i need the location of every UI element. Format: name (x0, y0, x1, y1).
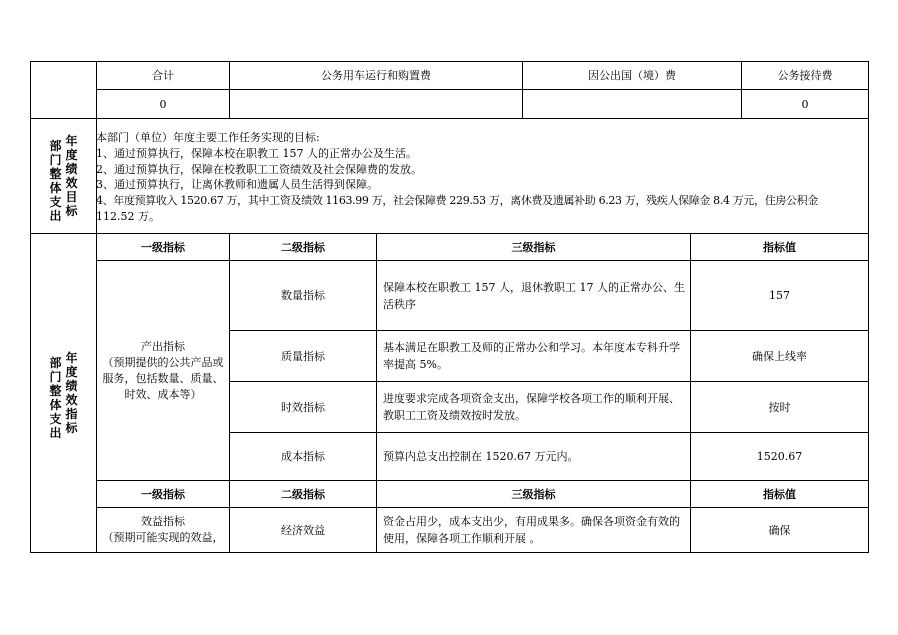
header2-level3: 三级指标 (511, 487, 556, 501)
economic-value: 确保 (768, 523, 791, 537)
goal-text (96, 130, 871, 225)
timeliness-value: 按时 (768, 400, 791, 414)
indicator-title-col2: 年度绩效指标 (65, 351, 78, 435)
goal-title-col1: 部门整体支出 (49, 139, 62, 223)
goal-section-title (31, 119, 96, 233)
budget-value-reception: 0 (801, 97, 809, 111)
rule (30, 552, 869, 553)
timeliness-level3: 进度要求完成各项资金支出，保障学校各项工作的顺利开展、教职工工资及绩效按时发放。 (383, 392, 680, 422)
header2-value: 指标值 (763, 487, 796, 501)
goal-line: 1、通过预算执行，保障本校在职教工 157 人的正常办公及生活。 (96, 146, 417, 160)
quantity-level3: 保障本校在职教工 157 人，退休教职工 17 人的正常办公、生活秩序 (383, 280, 685, 311)
goal-line: 2、通过预算执行，保障在校教职工工资绩效及社会保障费的发放。 (96, 162, 422, 176)
quantity-level2: 数量指标 (281, 289, 325, 302)
quantity-value: 157 (769, 289, 790, 302)
rule (30, 118, 869, 119)
goal-line: 本部门（单位）年度主要工作任务实现的目标: (96, 131, 320, 144)
header-level1: 一级指标 (141, 240, 185, 254)
quality-level2: 质量指标 (281, 349, 325, 363)
budget-header-total: 合计 (152, 69, 174, 82)
cost-level2: 成本指标 (281, 450, 325, 463)
goal-line: 3、通过预算执行，让离休教师和遗属人员生活得到保障。 (96, 178, 378, 192)
quality-level3: 基本满足在职教工及师的正常办公和学习。本年度本专科升学率提高 5%。 (383, 341, 680, 371)
header-level3: 三级指标 (511, 240, 556, 254)
economic-level3: 资金占用少，成本支出少，有用成果多。确保各项资金有效的使用，保障各项工作顺利开展 。 (383, 515, 680, 545)
benefit-level1-cell: 效益指标 （预期可能实现的效益， (102, 515, 224, 544)
cost-level3: 预算内总支出控制在 1520.67 万元内。 (383, 450, 579, 463)
header2-level2: 二级指标 (281, 487, 325, 501)
output-level1-cell: 产出指标 （预期提供的公共产品或服务，包括数量、质量、时效、成本等） (102, 339, 224, 401)
budget-header-vehicle: 公务用车运行和购置费 (321, 69, 431, 82)
goal-line: 112.52 万。 (96, 209, 160, 223)
budget-value-overseas (523, 90, 741, 118)
header-level2: 二级指标 (281, 240, 325, 254)
indicator-title-col1: 部门整体支出 (49, 356, 62, 440)
budget-value-vehicle (230, 90, 522, 118)
budget-value-total: 0 (159, 97, 167, 111)
budget-header-overseas: 因公出国（境）费 (588, 69, 676, 82)
header-value: 指标值 (763, 240, 796, 254)
economic-level2: 经济效益 (281, 523, 325, 537)
timeliness-level2: 时效指标 (281, 400, 325, 414)
quality-value: 确保上线率 (752, 349, 807, 363)
goal-title-col2: 年度绩效目标 (65, 134, 78, 218)
budget-header-reception: 公务接待费 (777, 69, 833, 82)
header2-level1: 一级指标 (141, 487, 185, 501)
indicator-section-title (31, 234, 96, 552)
cost-value: 1520.67 (756, 450, 803, 463)
goal-line: 4、年度预算收入 1520.67 万，其中工资及绩效 1163.99 万，社会保障费 229.53 万，离休费及遗属补助 6.23 万，残疾人保障金 8.4 万元，住房公积金 (96, 194, 818, 208)
